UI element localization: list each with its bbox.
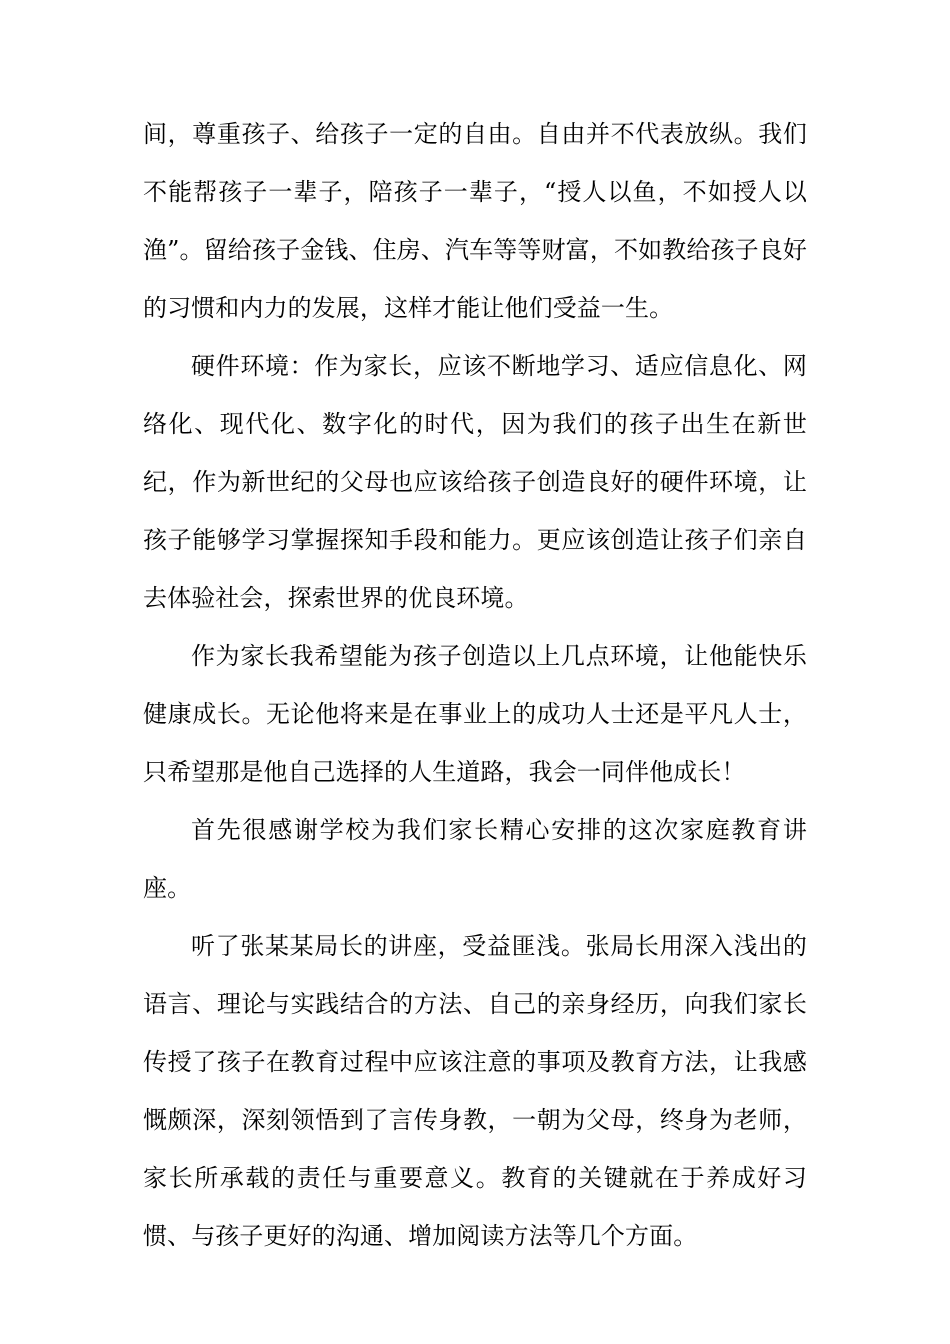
paragraph-2: 硬件环境：作为家长，应该不断地学习、适应信息化、网络化、现代化、数字化的时代，因为我们的孩子出生在新世纪，作为新世纪的父母也应该给孩子创造良好的硬件环境，让孩子能够学习掌握探知手段和能力。更应该创造让孩子们亲自去体验社会，探索世界的优良环境。 <box>143 352 807 612</box>
paragraph-3: 作为家长我希望能为孩子创造以上几点环境，让他能快乐健康成长。无论他将来是在事业上的成功人士还是平凡人士，只希望那是他自己选择的人生道路，我会一同伴他成长！ <box>143 642 807 786</box>
paragraph-1: 间，尊重孩子、给孩子一定的自由。自由并不代表放纵。我们不能帮孩子一辈子，陪孩子一辈子，“授人以鱼，不如授人以渔”。留给孩子金钱、住房、汽车等等财富，不如教给孩子良好的习惯和内力的发展，这样才能让他们受益一生。 <box>143 120 807 322</box>
paragraph-4: 首先很感谢学校为我们家长精心安排的这次家庭教育讲座。 <box>143 816 807 902</box>
document-body <box>143 105 807 1265</box>
paragraph-5: 听了张某某局长的讲座，受益匪浅。张局长用深入浅出的语言、理论与实践结合的方法、自己的亲身经历，向我们家长传授了孩子在教育过程中应该注意的事项及教育方法，让我感慨颇深，深刻领悟到了言传身教，一朝为父母，终身为老师，家长所承载的责任与重要意义。教育的关键就在于养成好习惯、与孩子更好的沟通、增加阅读方法等几个方面。 <box>143 932 807 1250</box>
